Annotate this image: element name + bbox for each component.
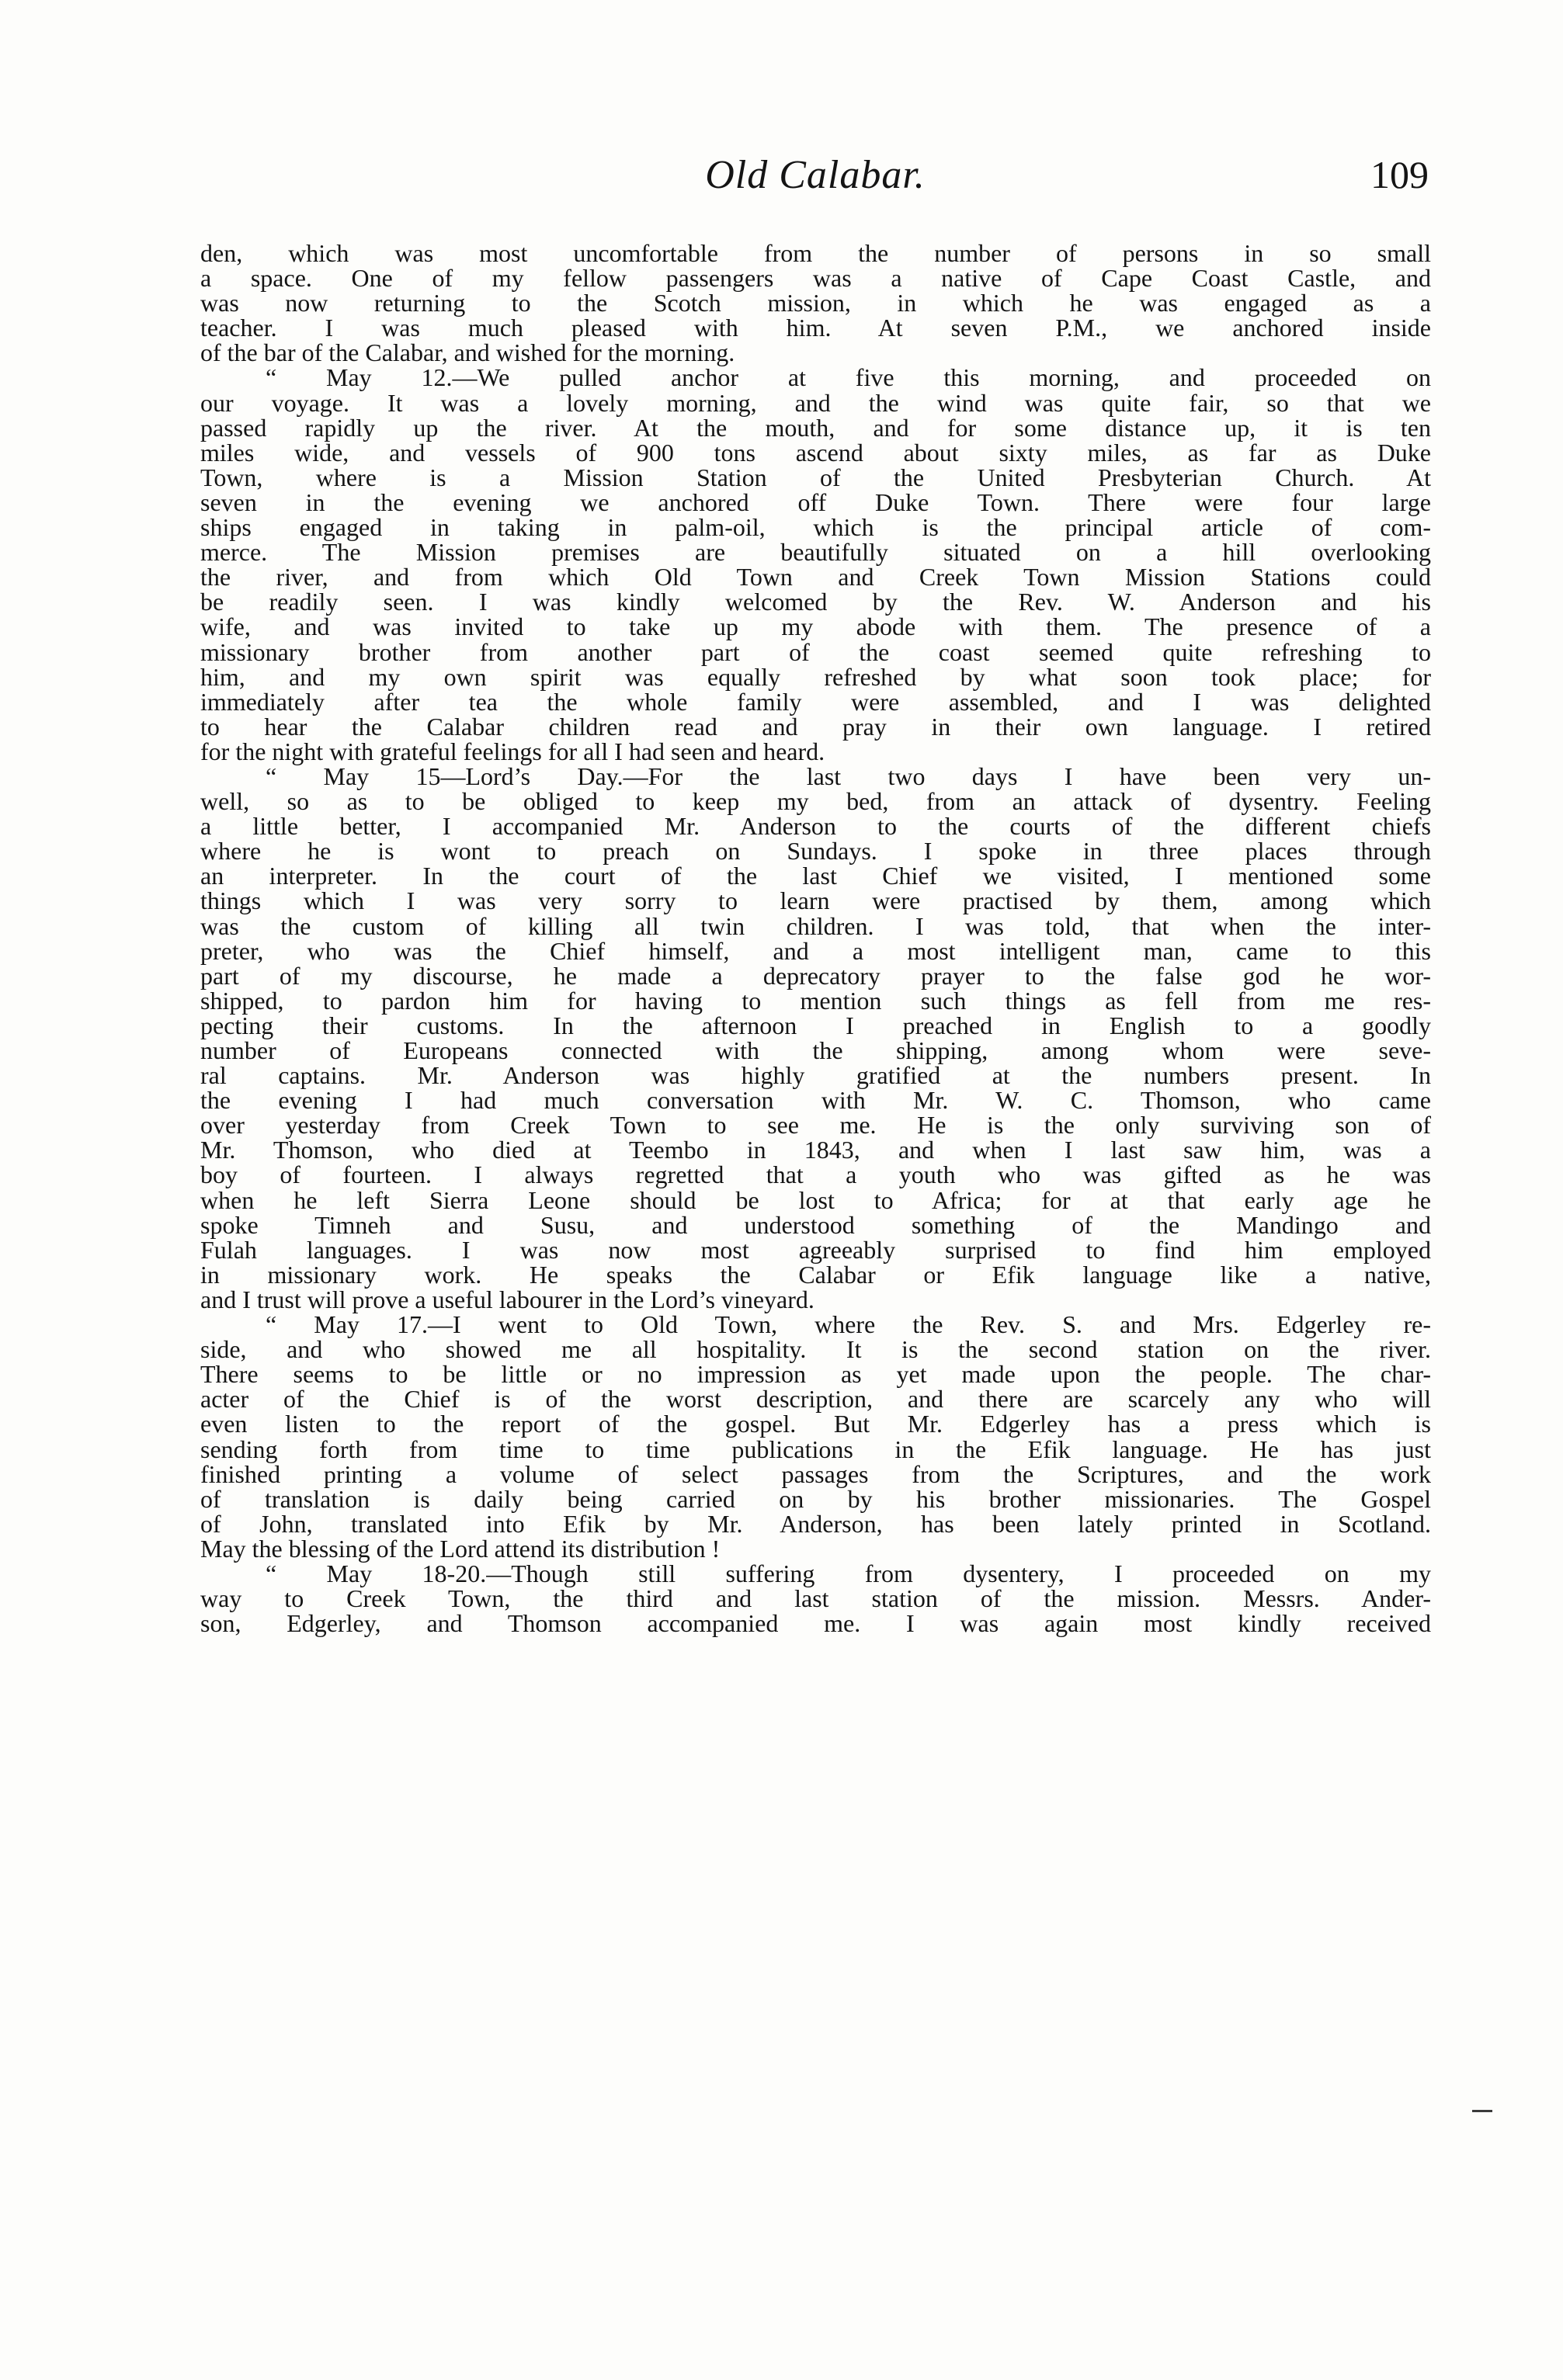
text-line: Town, where is a Mission Station of the United Presbyterian Church. At — [200, 463, 1431, 491]
text-line: There seems to be little or no impression as yet made upon the people. The char- — [200, 1360, 1431, 1389]
text-line: May the blessing of the Lord attend its distribution ! — [200, 1534, 721, 1563]
text-line: miles wide, and vessels of 900 tons ascend about sixty miles, as far as Duke — [200, 438, 1431, 467]
text-line: immediately after tea the whole family were assembled, and I was delighted — [200, 687, 1431, 716]
text-line: acter of the Chief is of the worst description, and there are scarcely any who will — [200, 1385, 1431, 1414]
text-line: merce. The Mission premises are beautifully situated on a hill overlooking — [200, 538, 1431, 567]
text-line: our voyage. It was a lovely morning, and the wind was quite fair, so that we — [200, 388, 1431, 417]
text-line: preter, who was the Chief himself, and a most intelligent man, came to this — [200, 936, 1431, 965]
text-line: of John, translated into Efik by Mr. Anderson, has been lately printed in Scotland. — [200, 1509, 1431, 1538]
text-line: son, Edgerley, and Thomson accompanied me. I was again most kindly received — [200, 1609, 1431, 1638]
text-line: a space. One of my fellow passengers was a native of Cape Coast Castle, and — [200, 264, 1431, 293]
text-line: missionary brother from another part of the coast seemed quite refreshing to — [200, 637, 1431, 666]
text-line: way to Creek Town, the third and last station of the mission. Messrs. Ander- — [200, 1584, 1431, 1613]
text-line: wife, and was invited to take up my abode with them. The presence of a — [200, 612, 1431, 641]
text-line: well, so as to be obliged to keep my bed, from an attack of dysentry. Feeling — [200, 787, 1431, 816]
text-line: finished printing a volume of select passages from the Scriptures, and the work — [200, 1459, 1431, 1488]
text-line: “ May 15—Lord’s Day.—For the last two days I have been very un- — [266, 762, 1431, 790]
text-line: Mr. Thomson, who died at Teembo in 1843, and when I last saw him, was a — [200, 1136, 1431, 1164]
text-line: of the bar of the Calabar, and wished for the morning. — [200, 338, 735, 367]
text-line: ships engaged in taking in palm-oil, which is the principal article of com- — [200, 513, 1431, 542]
text-line: a little better, I accompanied Mr. Anderson to the courts of the different chiefs — [200, 812, 1431, 841]
text-line: ral captains. Mr. Anderson was highly gratified at the numbers present. In — [200, 1061, 1431, 1090]
text-line: when he left Sierra Leone should be lost to Africa; for at that early age he — [200, 1185, 1431, 1214]
text-line: in missionary work. He speaks the Calabar or Efik language like a native, — [200, 1260, 1431, 1289]
text-line: passed rapidly up the river. At the mouth, and for some distance up, it is ten — [200, 413, 1431, 442]
text-line: boy of fourteen. I always regretted that a youth who was gifted as he was — [200, 1161, 1431, 1189]
text-line: “ May 18-20.—Though still suffering from dysentery, I proceeded on my — [266, 1559, 1431, 1587]
text-line: “ May 12.—We pulled anchor at five this morning, and proceeded on — [266, 363, 1431, 392]
text-line: him, and my own spirit was equally refreshed by what soon took place; for — [200, 662, 1431, 691]
text-line: shipped, to pardon him for having to mention such things as fell from me res- — [200, 986, 1431, 1015]
text-line: pecting their customs. In the afternoon I preached in English to a goodly — [200, 1011, 1431, 1039]
text-line: “ May 17.—I went to Old Town, where the Rev. S. and Mrs. Edgerley re- — [266, 1310, 1431, 1339]
text-line: number of Europeans connected with the shipping, among whom were seve- — [200, 1036, 1431, 1064]
text-line: the river, and from which Old Town and Creek Town Mission Stations could — [200, 563, 1431, 592]
text-line: seven in the evening we anchored off Duke Town. There were four large — [200, 487, 1431, 516]
text-line: part of my discourse, he made a deprecatory prayer to the false god he wor- — [200, 961, 1431, 990]
margin-mark — [1472, 2110, 1492, 2112]
page-number: 109 — [1370, 153, 1429, 196]
text-line: be readily seen. I was kindly welcomed by the Rev. W. Anderson and his — [200, 588, 1431, 616]
text-line: where he is wont to preach on Sundays. I spoke in three places through — [200, 837, 1431, 866]
text-line: sending forth from time to time publications in the Efik language. He has just — [200, 1435, 1431, 1463]
text-line: even listen to the report of the gospel. But Mr. Edgerley has a press which is — [200, 1410, 1431, 1438]
text-line: for the night with grateful feelings for all I had seen and heard. — [200, 737, 825, 765]
text-line: the evening I had much conversation with Mr. W. C. Thomson, who came — [200, 1086, 1431, 1115]
text-line: to hear the Calabar children read and pray in their own language. I retired — [200, 712, 1431, 741]
text-line: Fulah languages. I was now most agreeably surprised to find him employed — [200, 1235, 1431, 1264]
text-line: an interpreter. In the court of the last Chief we visited, I mentioned some — [200, 862, 1431, 890]
text-line: den, which was most uncomfortable from the number of persons in so small — [200, 239, 1431, 267]
text-line: over yesterday from Creek Town to see me. He is the only surviving son of — [200, 1111, 1431, 1140]
running-title: Old Calabar. — [705, 153, 926, 197]
text-line: was now returning to the Scotch mission, in which he was engaged as a — [200, 289, 1431, 317]
text-line: was the custom of killing all twin children. I was told, that when the inter- — [200, 911, 1431, 940]
text-line: teacher. I was much pleased with him. At seven P.M., we anchored inside — [200, 314, 1431, 342]
text-line: spoke Timneh and Susu, and understood something of the Mandingo and — [200, 1210, 1431, 1239]
text-line: and I trust will prove a useful labourer in the Lord’s vineyard. — [200, 1285, 814, 1313]
text-line: side, and who showed me all hospitality. It is the second station on the river. — [200, 1335, 1431, 1364]
text-line: things which I was very sorry to learn were practised by them, among which — [200, 886, 1431, 915]
body-text — [200, 241, 1431, 1636]
text-line: of translation is daily being carried on by his brother missionaries. The Gospel — [200, 1484, 1431, 1513]
running-head — [202, 152, 1429, 206]
